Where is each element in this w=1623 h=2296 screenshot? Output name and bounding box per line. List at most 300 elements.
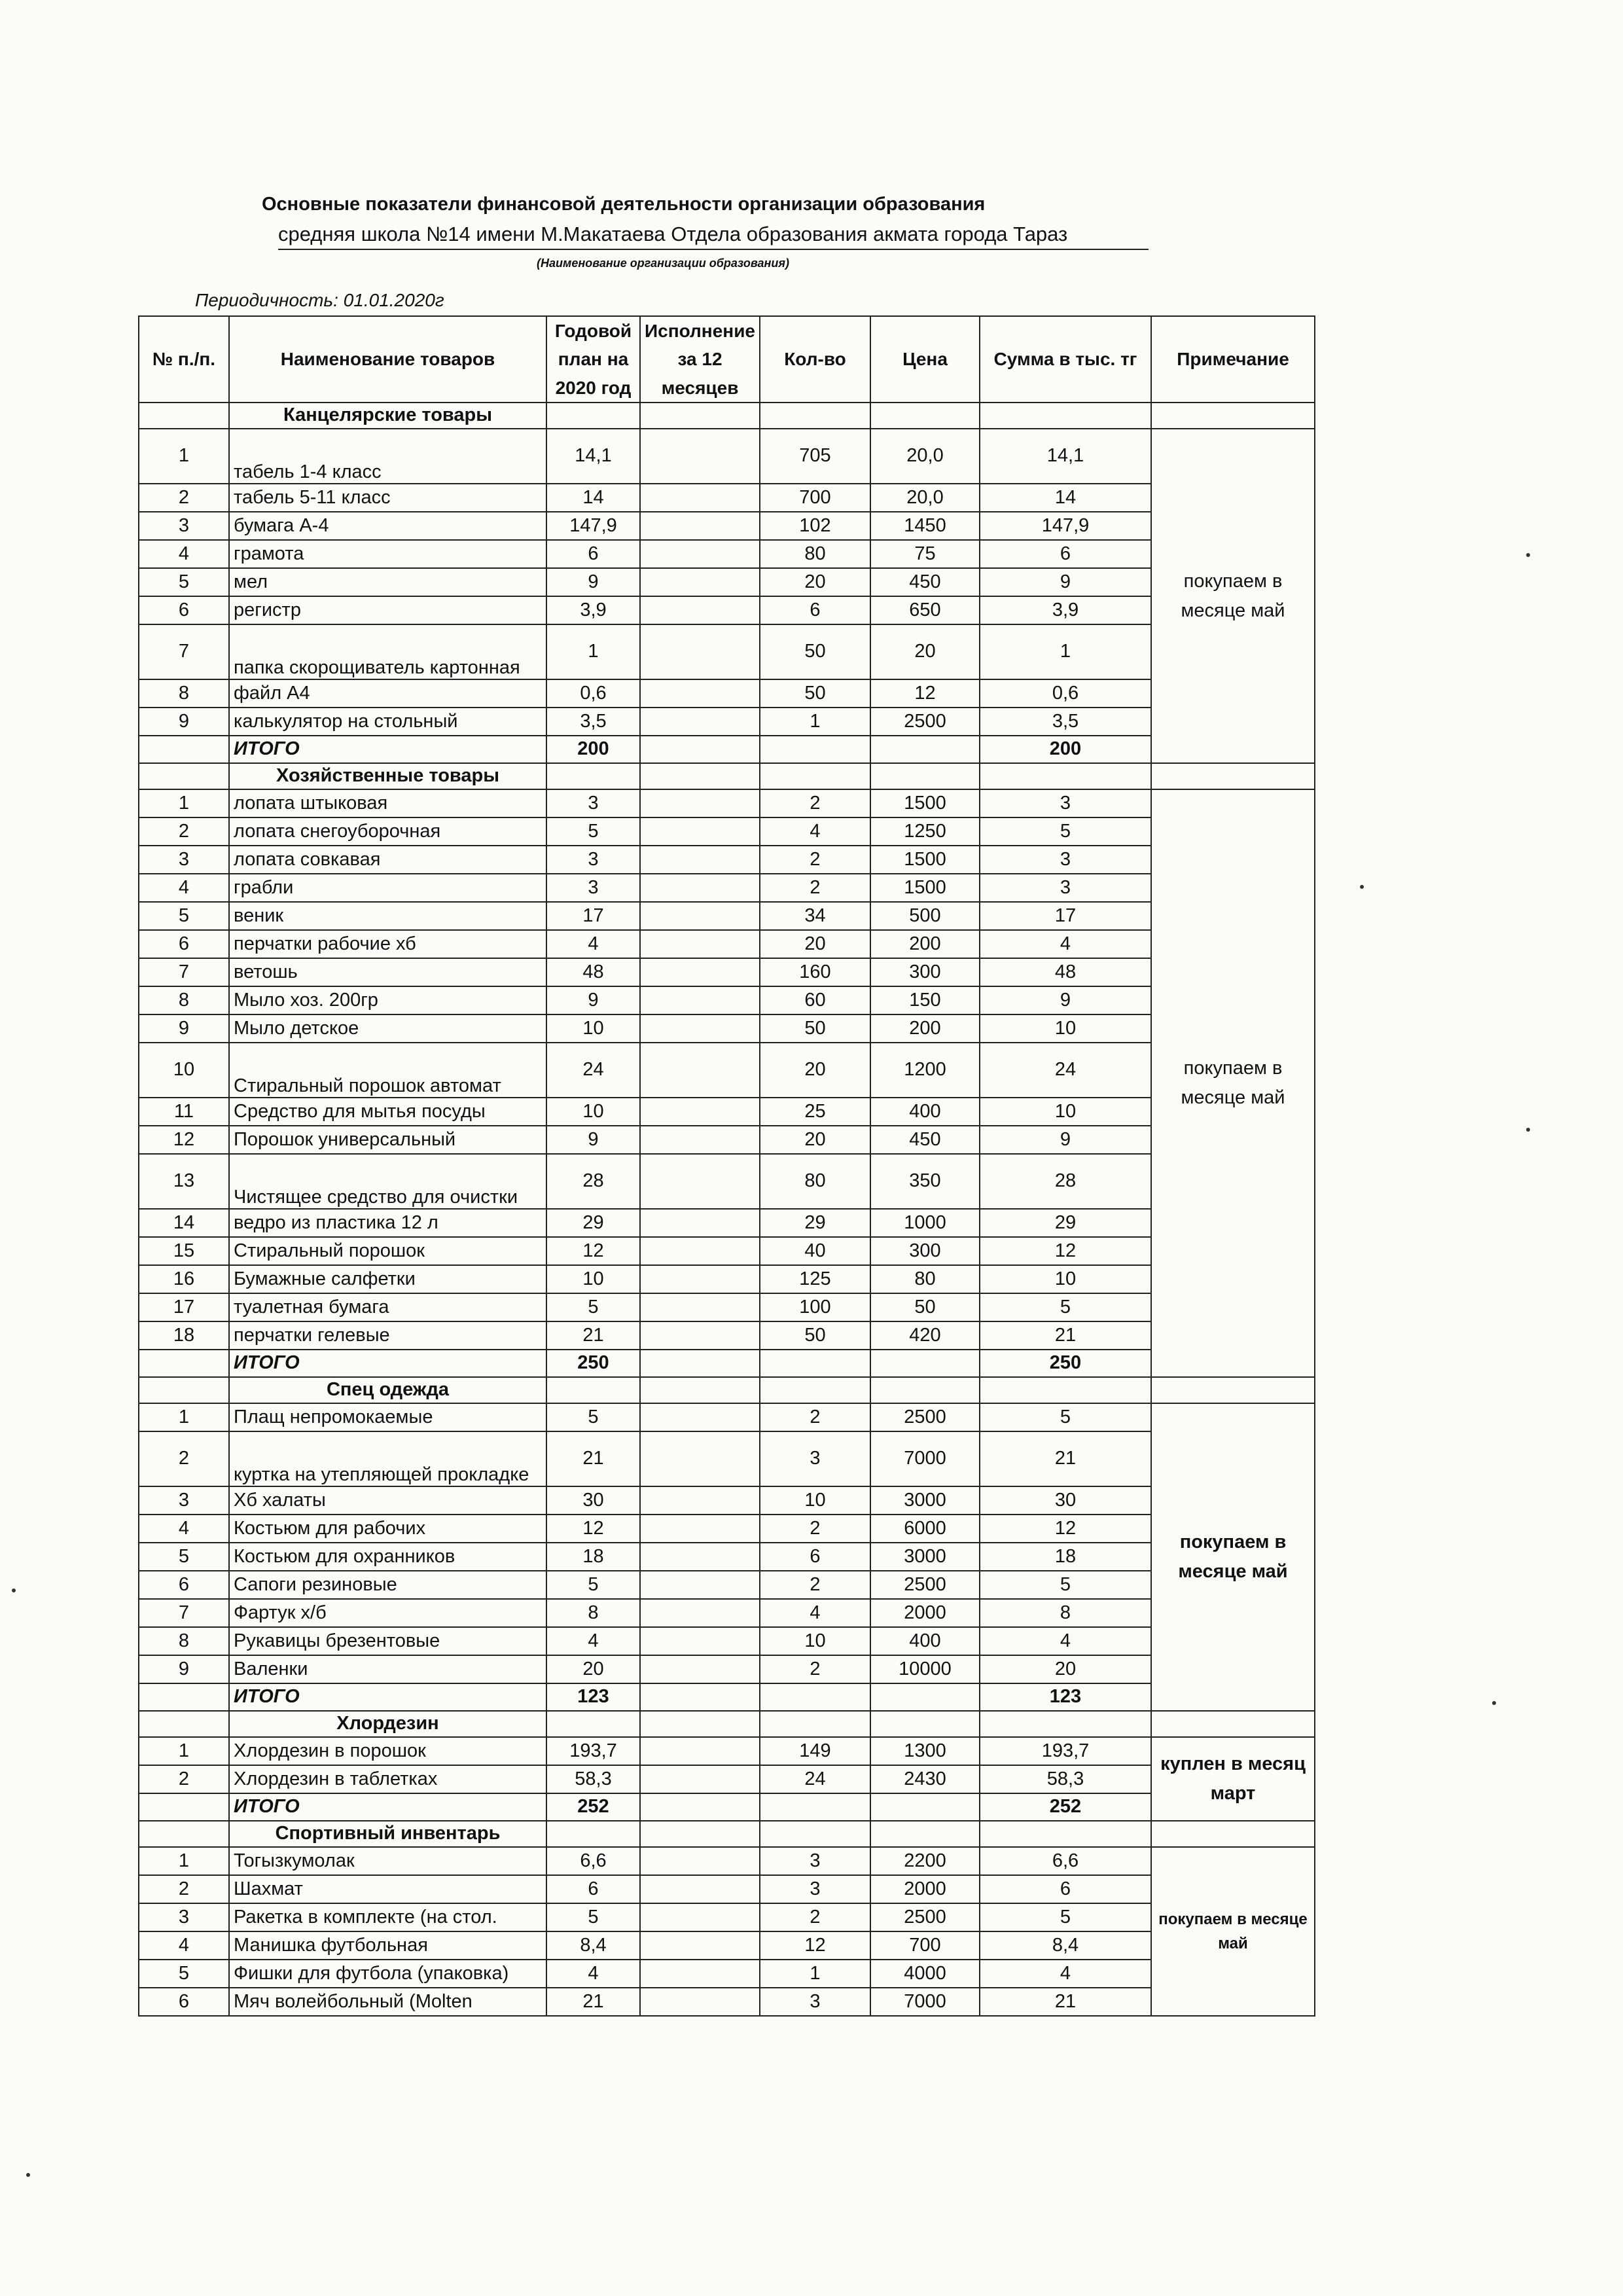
price: 20,0 bbox=[870, 429, 980, 484]
annual-plan: 3,5 bbox=[546, 708, 640, 736]
table-row bbox=[139, 846, 1315, 874]
quantity: 25 bbox=[760, 1098, 870, 1126]
quantity: 10 bbox=[760, 1486, 870, 1515]
total-empty bbox=[870, 1683, 980, 1711]
remark: покупаем в месяце май bbox=[1151, 1847, 1315, 2016]
item-name: табель 5-11 класс bbox=[229, 484, 546, 512]
remark: покупаем в месяце май bbox=[1151, 789, 1315, 1377]
table-row bbox=[139, 1847, 1315, 1875]
total-plan: 250 bbox=[546, 1350, 640, 1377]
total-sum: 123 bbox=[980, 1683, 1151, 1711]
execution-12-months bbox=[640, 429, 760, 484]
sum: 12 bbox=[980, 1237, 1151, 1265]
section-cell bbox=[546, 1377, 640, 1403]
item-name: перчатки рабочие хб bbox=[229, 930, 546, 958]
quantity: 700 bbox=[760, 484, 870, 512]
price: 1250 bbox=[870, 817, 980, 846]
table-row bbox=[139, 1988, 1315, 2016]
table-row bbox=[139, 708, 1315, 736]
item-name: лопата снегоуборочная bbox=[229, 817, 546, 846]
annual-plan: 28 bbox=[546, 1154, 640, 1209]
annual-plan: 9 bbox=[546, 1126, 640, 1154]
annual-plan: 30 bbox=[546, 1486, 640, 1515]
table-row bbox=[139, 540, 1315, 568]
sum: 3 bbox=[980, 874, 1151, 902]
total-plan: 200 bbox=[546, 736, 640, 763]
execution-12-months bbox=[640, 986, 760, 1014]
sum: 14 bbox=[980, 484, 1151, 512]
table-row bbox=[139, 1014, 1315, 1043]
quantity: 3 bbox=[760, 1847, 870, 1875]
row-number: 3 bbox=[139, 1903, 229, 1931]
column-header: Годовой план на 2020 год bbox=[546, 316, 640, 403]
row-number: 1 bbox=[139, 1737, 229, 1765]
item-name: Сапоги резиновые bbox=[229, 1571, 546, 1599]
row-number: 1 bbox=[139, 429, 229, 484]
execution-12-months bbox=[640, 1931, 760, 1960]
total-empty bbox=[870, 736, 980, 763]
table-row bbox=[139, 1126, 1315, 1154]
quantity: 2 bbox=[760, 1655, 870, 1683]
total-label: ИТОГО bbox=[229, 1683, 546, 1711]
quantity: 24 bbox=[760, 1765, 870, 1793]
execution-12-months bbox=[640, 1903, 760, 1931]
execution-12-months bbox=[640, 1098, 760, 1126]
scan-speck bbox=[1526, 553, 1530, 557]
sum: 1 bbox=[980, 624, 1151, 679]
item-name: Хб халаты bbox=[229, 1486, 546, 1515]
annual-plan: 10 bbox=[546, 1098, 640, 1126]
table-row bbox=[139, 1237, 1315, 1265]
annual-plan: 0,6 bbox=[546, 679, 640, 708]
execution-12-months bbox=[640, 1403, 760, 1431]
quantity: 80 bbox=[760, 1154, 870, 1209]
item-name: грамота bbox=[229, 540, 546, 568]
remark: куплен в месяц март bbox=[1151, 1737, 1315, 1821]
sum: 20 bbox=[980, 1655, 1151, 1683]
price: 2430 bbox=[870, 1765, 980, 1793]
execution-12-months bbox=[640, 1014, 760, 1043]
sum: 21 bbox=[980, 1988, 1151, 2016]
table-row bbox=[139, 1765, 1315, 1793]
execution-12-months bbox=[640, 1515, 760, 1543]
section-cell bbox=[139, 403, 229, 429]
sum: 9 bbox=[980, 1126, 1151, 1154]
annual-plan: 48 bbox=[546, 958, 640, 986]
annual-plan: 147,9 bbox=[546, 512, 640, 540]
section-cell bbox=[139, 1711, 229, 1737]
annual-plan: 24 bbox=[546, 1043, 640, 1098]
execution-12-months bbox=[640, 596, 760, 624]
section-cell bbox=[760, 1821, 870, 1847]
execution-12-months bbox=[640, 1293, 760, 1321]
financial-table bbox=[138, 315, 1315, 2017]
annual-plan: 18 bbox=[546, 1543, 640, 1571]
row-number: 5 bbox=[139, 568, 229, 596]
execution-12-months bbox=[640, 846, 760, 874]
section-title: Спортивный инвентарь bbox=[229, 1821, 546, 1847]
annual-plan: 3,9 bbox=[546, 596, 640, 624]
quantity: 4 bbox=[760, 817, 870, 846]
item-name: Фартук х/б bbox=[229, 1599, 546, 1627]
section-cell bbox=[1151, 1711, 1315, 1737]
execution-12-months bbox=[640, 512, 760, 540]
total-label: ИТОГО bbox=[229, 736, 546, 763]
sum: 4 bbox=[980, 1960, 1151, 1988]
item-name: Хлордезин в таблетках bbox=[229, 1765, 546, 1793]
section-cell bbox=[980, 403, 1151, 429]
table-row bbox=[139, 817, 1315, 846]
row-number: 8 bbox=[139, 986, 229, 1014]
execution-12-months bbox=[640, 1043, 760, 1098]
section-cell bbox=[980, 763, 1151, 789]
execution-12-months bbox=[640, 1765, 760, 1793]
execution-12-months bbox=[640, 708, 760, 736]
annual-plan: 21 bbox=[546, 1431, 640, 1486]
section-cell bbox=[980, 1377, 1151, 1403]
annual-plan: 10 bbox=[546, 1265, 640, 1293]
total-sum: 200 bbox=[980, 736, 1151, 763]
price: 10000 bbox=[870, 1655, 980, 1683]
section-title: Хлордезин bbox=[229, 1711, 546, 1737]
price: 300 bbox=[870, 958, 980, 986]
row-number: 7 bbox=[139, 1599, 229, 1627]
price: 300 bbox=[870, 1237, 980, 1265]
annual-plan: 20 bbox=[546, 1655, 640, 1683]
item-name: Чистящее средство для очистки bbox=[229, 1154, 546, 1209]
table-row bbox=[139, 484, 1315, 512]
section-title-row bbox=[139, 1377, 1315, 1403]
row-number: 9 bbox=[139, 1014, 229, 1043]
price: 500 bbox=[870, 902, 980, 930]
table-row bbox=[139, 789, 1315, 817]
execution-12-months bbox=[640, 1209, 760, 1237]
sum: 3 bbox=[980, 789, 1151, 817]
section-cell bbox=[139, 763, 229, 789]
price: 2000 bbox=[870, 1875, 980, 1903]
sum: 21 bbox=[980, 1321, 1151, 1350]
total-empty bbox=[640, 1793, 760, 1821]
price: 2500 bbox=[870, 1903, 980, 1931]
remark: покупаем в месяце май bbox=[1151, 429, 1315, 763]
section-cell bbox=[1151, 1377, 1315, 1403]
total-label: ИТОГО bbox=[229, 1350, 546, 1377]
sum: 10 bbox=[980, 1265, 1151, 1293]
table-row bbox=[139, 1321, 1315, 1350]
sum: 147,9 bbox=[980, 512, 1151, 540]
table-row bbox=[139, 1599, 1315, 1627]
annual-plan: 5 bbox=[546, 1571, 640, 1599]
annual-plan: 5 bbox=[546, 1903, 640, 1931]
annual-plan: 4 bbox=[546, 1627, 640, 1655]
row-number: 13 bbox=[139, 1154, 229, 1209]
annual-plan: 17 bbox=[546, 902, 640, 930]
section-title-row bbox=[139, 1821, 1315, 1847]
row-number: 6 bbox=[139, 1988, 229, 2016]
execution-12-months bbox=[640, 1655, 760, 1683]
sum: 193,7 bbox=[980, 1737, 1151, 1765]
price: 2500 bbox=[870, 1571, 980, 1599]
item-name: Мяч волейбольный (Molten bbox=[229, 1988, 546, 2016]
table-row bbox=[139, 1543, 1315, 1571]
execution-12-months bbox=[640, 1126, 760, 1154]
total-row bbox=[139, 1683, 1315, 1711]
execution-12-months bbox=[640, 1321, 760, 1350]
price: 400 bbox=[870, 1098, 980, 1126]
quantity: 3 bbox=[760, 1431, 870, 1486]
row-number: 7 bbox=[139, 624, 229, 679]
table-row bbox=[139, 1403, 1315, 1431]
item-name: Бумажные салфетки bbox=[229, 1265, 546, 1293]
quantity: 1 bbox=[760, 1960, 870, 1988]
quantity: 3 bbox=[760, 1875, 870, 1903]
section-title-row bbox=[139, 1711, 1315, 1737]
item-name: Мыло хоз. 200гр bbox=[229, 986, 546, 1014]
row-number: 2 bbox=[139, 1765, 229, 1793]
section-cell bbox=[870, 403, 980, 429]
remark: покупаем в месяце май bbox=[1151, 1403, 1315, 1711]
price: 80 bbox=[870, 1265, 980, 1293]
execution-12-months bbox=[640, 1486, 760, 1515]
execution-12-months bbox=[640, 1571, 760, 1599]
sum: 9 bbox=[980, 986, 1151, 1014]
row-number: 3 bbox=[139, 846, 229, 874]
item-name: перчатки гелевые bbox=[229, 1321, 546, 1350]
total-label: ИТОГО bbox=[229, 1793, 546, 1821]
annual-plan: 6,6 bbox=[546, 1847, 640, 1875]
table-row bbox=[139, 1098, 1315, 1126]
price: 1300 bbox=[870, 1737, 980, 1765]
annual-plan: 14 bbox=[546, 484, 640, 512]
execution-12-months bbox=[640, 1960, 760, 1988]
sum: 21 bbox=[980, 1431, 1151, 1486]
price: 1200 bbox=[870, 1043, 980, 1098]
item-name: Рукавицы брезентовые bbox=[229, 1627, 546, 1655]
item-name: Шахмат bbox=[229, 1875, 546, 1903]
execution-12-months bbox=[640, 902, 760, 930]
quantity: 40 bbox=[760, 1237, 870, 1265]
scan-speck bbox=[1360, 885, 1364, 889]
quantity: 50 bbox=[760, 624, 870, 679]
annual-plan: 4 bbox=[546, 1960, 640, 1988]
item-name: папка скорощиватель картонная bbox=[229, 624, 546, 679]
execution-12-months bbox=[640, 1875, 760, 1903]
item-name: туалетная бумага bbox=[229, 1293, 546, 1321]
total-row bbox=[139, 1793, 1315, 1821]
price: 350 bbox=[870, 1154, 980, 1209]
row-number: 15 bbox=[139, 1237, 229, 1265]
quantity: 60 bbox=[760, 986, 870, 1014]
total-empty bbox=[640, 1350, 760, 1377]
total-empty bbox=[870, 1350, 980, 1377]
quantity: 20 bbox=[760, 930, 870, 958]
sum: 8,4 bbox=[980, 1931, 1151, 1960]
quantity: 2 bbox=[760, 1403, 870, 1431]
sum: 4 bbox=[980, 1627, 1151, 1655]
total-row bbox=[139, 1350, 1315, 1377]
total-plan: 252 bbox=[546, 1793, 640, 1821]
execution-12-months bbox=[640, 1988, 760, 2016]
item-name: куртка на утепляющей прокладке bbox=[229, 1431, 546, 1486]
price: 2500 bbox=[870, 1403, 980, 1431]
execution-12-months bbox=[640, 874, 760, 902]
price: 1000 bbox=[870, 1209, 980, 1237]
table-row bbox=[139, 1875, 1315, 1903]
table-row bbox=[139, 1737, 1315, 1765]
execution-12-months bbox=[640, 1599, 760, 1627]
total-empty bbox=[139, 736, 229, 763]
row-number: 12 bbox=[139, 1126, 229, 1154]
item-name: Мыло детское bbox=[229, 1014, 546, 1043]
quantity: 100 bbox=[760, 1293, 870, 1321]
section-cell bbox=[980, 1821, 1151, 1847]
quantity: 4 bbox=[760, 1599, 870, 1627]
execution-12-months bbox=[640, 1431, 760, 1486]
quantity: 149 bbox=[760, 1737, 870, 1765]
price: 200 bbox=[870, 1014, 980, 1043]
item-name: веник bbox=[229, 902, 546, 930]
sum: 4 bbox=[980, 930, 1151, 958]
section-cell bbox=[760, 763, 870, 789]
item-name: Средство для мытья посуды bbox=[229, 1098, 546, 1126]
price: 75 bbox=[870, 540, 980, 568]
table-row bbox=[139, 679, 1315, 708]
total-sum: 252 bbox=[980, 1793, 1151, 1821]
section-cell bbox=[546, 1711, 640, 1737]
item-name: калькулятор на стольный bbox=[229, 708, 546, 736]
total-empty bbox=[139, 1793, 229, 1821]
annual-plan: 4 bbox=[546, 930, 640, 958]
annual-plan: 5 bbox=[546, 1293, 640, 1321]
annual-plan: 10 bbox=[546, 1014, 640, 1043]
table-row bbox=[139, 1931, 1315, 1960]
total-empty bbox=[139, 1683, 229, 1711]
row-number: 4 bbox=[139, 1515, 229, 1543]
sum: 10 bbox=[980, 1014, 1151, 1043]
price: 450 bbox=[870, 568, 980, 596]
sum: 17 bbox=[980, 902, 1151, 930]
execution-12-months bbox=[640, 679, 760, 708]
execution-12-months bbox=[640, 958, 760, 986]
price: 2500 bbox=[870, 708, 980, 736]
row-number: 6 bbox=[139, 596, 229, 624]
execution-12-months bbox=[640, 484, 760, 512]
table-row bbox=[139, 1655, 1315, 1683]
column-header: Примечание bbox=[1151, 316, 1315, 403]
quantity: 102 bbox=[760, 512, 870, 540]
sum: 5 bbox=[980, 1293, 1151, 1321]
column-header: Цена bbox=[870, 316, 980, 403]
quantity: 3 bbox=[760, 1988, 870, 2016]
price: 150 bbox=[870, 986, 980, 1014]
annual-plan: 3 bbox=[546, 789, 640, 817]
row-number: 1 bbox=[139, 1847, 229, 1875]
row-number: 16 bbox=[139, 1265, 229, 1293]
section-cell bbox=[640, 1377, 760, 1403]
price: 200 bbox=[870, 930, 980, 958]
annual-plan: 3 bbox=[546, 874, 640, 902]
quantity: 2 bbox=[760, 1903, 870, 1931]
section-cell bbox=[1151, 1821, 1315, 1847]
sum: 30 bbox=[980, 1486, 1151, 1515]
column-header: № п./п. bbox=[139, 316, 229, 403]
annual-plan: 8,4 bbox=[546, 1931, 640, 1960]
row-number: 3 bbox=[139, 1486, 229, 1515]
row-number: 4 bbox=[139, 1931, 229, 1960]
quantity: 705 bbox=[760, 429, 870, 484]
row-number: 4 bbox=[139, 874, 229, 902]
table-row bbox=[139, 1960, 1315, 1988]
periodicity-label: Периодичность: 01.01.2020г bbox=[195, 290, 444, 310]
organization-name: средняя школа №14 имени М.Макатаева Отдела образования акмата города Тараз bbox=[278, 223, 1149, 250]
row-number: 17 bbox=[139, 1293, 229, 1321]
section-title-row bbox=[139, 403, 1315, 429]
table-header-row bbox=[139, 316, 1315, 403]
price: 1500 bbox=[870, 789, 980, 817]
annual-plan: 21 bbox=[546, 1988, 640, 2016]
row-number: 2 bbox=[139, 484, 229, 512]
row-number: 5 bbox=[139, 902, 229, 930]
quantity: 6 bbox=[760, 1543, 870, 1571]
annual-plan: 6 bbox=[546, 1875, 640, 1903]
execution-12-months bbox=[640, 1737, 760, 1765]
price: 1450 bbox=[870, 512, 980, 540]
price: 2000 bbox=[870, 1599, 980, 1627]
quantity: 1 bbox=[760, 708, 870, 736]
price: 420 bbox=[870, 1321, 980, 1350]
total-empty bbox=[640, 1683, 760, 1711]
section-cell bbox=[760, 1711, 870, 1737]
row-number: 14 bbox=[139, 1209, 229, 1237]
section-cell bbox=[640, 403, 760, 429]
execution-12-months bbox=[640, 1237, 760, 1265]
table-row bbox=[139, 429, 1315, 484]
annual-plan: 5 bbox=[546, 1403, 640, 1431]
scan-speck bbox=[1526, 1128, 1530, 1132]
row-number: 4 bbox=[139, 540, 229, 568]
total-row bbox=[139, 736, 1315, 763]
quantity: 2 bbox=[760, 789, 870, 817]
section-cell bbox=[640, 763, 760, 789]
item-name: ведро из пластика 12 л bbox=[229, 1209, 546, 1237]
table-row bbox=[139, 1043, 1315, 1098]
row-number: 10 bbox=[139, 1043, 229, 1098]
sum: 0,6 bbox=[980, 679, 1151, 708]
sum: 58,3 bbox=[980, 1765, 1151, 1793]
row-number: 1 bbox=[139, 1403, 229, 1431]
section-cell bbox=[546, 403, 640, 429]
sum: 6 bbox=[980, 540, 1151, 568]
quantity: 2 bbox=[760, 846, 870, 874]
table-row bbox=[139, 1209, 1315, 1237]
price: 20 bbox=[870, 624, 980, 679]
quantity: 20 bbox=[760, 568, 870, 596]
table-row bbox=[139, 930, 1315, 958]
item-name: Костьюм для рабочих bbox=[229, 1515, 546, 1543]
table-row bbox=[139, 874, 1315, 902]
item-name: Порошок универсальный bbox=[229, 1126, 546, 1154]
row-number: 18 bbox=[139, 1321, 229, 1350]
execution-12-months bbox=[640, 930, 760, 958]
table-row bbox=[139, 596, 1315, 624]
annual-plan: 12 bbox=[546, 1237, 640, 1265]
section-cell bbox=[1151, 763, 1315, 789]
section-cell bbox=[870, 1377, 980, 1403]
section-cell bbox=[139, 1821, 229, 1847]
price: 3000 bbox=[870, 1486, 980, 1515]
annual-plan: 14,1 bbox=[546, 429, 640, 484]
quantity: 2 bbox=[760, 1515, 870, 1543]
